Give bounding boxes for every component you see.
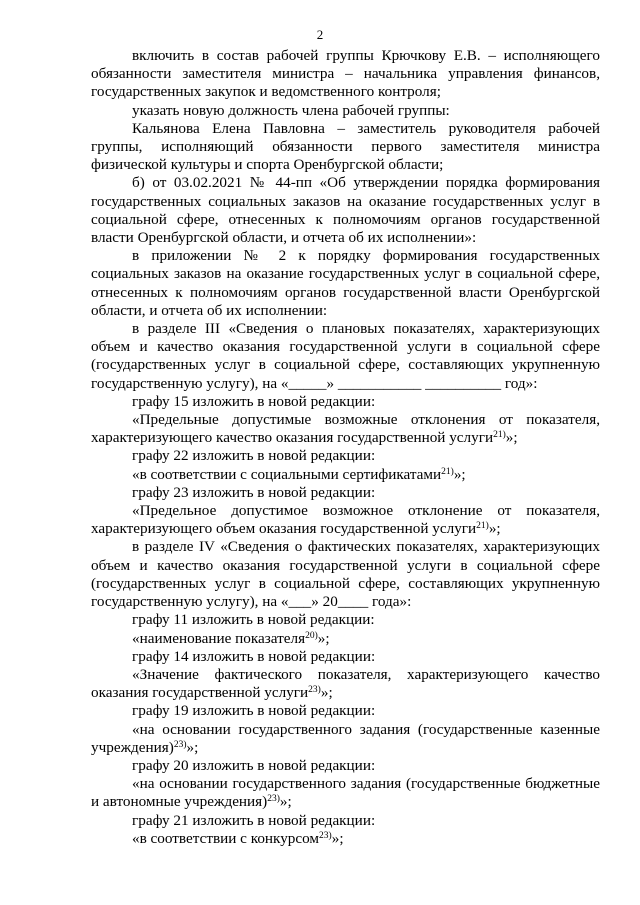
closing-punctuation: »;: [453, 465, 466, 483]
paragraph: [91, 721, 600, 757]
paragraph-text: в приложении № 2 к порядку формирования государственных социальных заказов на оказание государственных услуг в социальной сфере, отнесенных к полномочиям органов государственной власти Оренбургской области, и отчета об их исполнении:: [91, 247, 600, 319]
paragraph-text: указать новую должность члена рабочей группы:: [132, 101, 450, 119]
closing-punctuation: »;: [317, 629, 330, 647]
paragraph-text: «наименование показателя: [132, 629, 306, 647]
paragraph: [91, 102, 600, 120]
paragraph-text: графу 23 изложить в новой редакции:: [132, 483, 376, 501]
paragraph-text: графу 19 изложить в новой редакции:: [132, 702, 376, 720]
footnote-reference: 21): [476, 521, 489, 532]
paragraph: [91, 538, 600, 611]
paragraph: [91, 630, 600, 648]
paragraph: [91, 247, 600, 320]
paragraph-text: б) от 03.02.2021 № 44-пп «Об утверждении порядка формирования государственных социальных заказов на оказание государственных услуг в социальной сфере, отнесенных к полномочиям органов государственной власти Оренбургской области, и отчета об их исполнении»:: [91, 174, 600, 247]
paragraph-text: «Предельные допустимые возможные отклонения от показателя, характеризующего качество оказания государственной услуги: [91, 411, 600, 447]
closing-punctuation: »;: [186, 738, 199, 756]
paragraph: [91, 393, 600, 411]
paragraph: [91, 120, 600, 175]
closing-punctuation: »;: [320, 684, 333, 702]
paragraph-text: графу 15 изложить в новой редакции:: [132, 392, 376, 410]
paragraph-text: «Предельное допустимое возможное отклонение от показателя, характеризующего объем оказания государственной услуги: [91, 502, 600, 538]
paragraph-text: «на основании государственного задания (государственные бюджетные и автономные учреждения): [91, 775, 600, 811]
paragraph: [91, 484, 600, 502]
paragraph: [91, 666, 600, 702]
paragraph-text: графу 11 изложить в новой редакции:: [132, 611, 375, 629]
paragraph-text: включить в состав рабочей группы Крючкову Е.В. – исполняющего обязанности заместителя министра – начальника управления финансов, государственных закупок и ведомственного контроля;: [91, 47, 600, 101]
paragraph-text: графу 14 изложить в новой редакции:: [132, 647, 376, 665]
paragraph: [91, 174, 600, 247]
page-number: 2: [316, 27, 324, 42]
paragraph-text: графу 21 изложить в новой редакции:: [132, 811, 376, 829]
footnote-reference: 21): [441, 466, 454, 477]
closing-punctuation: »;: [488, 520, 501, 538]
paragraph: [91, 702, 600, 720]
paragraph: [91, 502, 600, 538]
paragraph: [91, 757, 600, 775]
document-body: [91, 47, 600, 848]
paragraph-text: «на основании государственного задания (государственные казенные учреждения): [91, 720, 600, 756]
paragraph-text: «в соответствии с социальными сертификатами: [132, 465, 442, 483]
closing-punctuation: »;: [279, 793, 292, 811]
paragraph: [91, 812, 600, 830]
paragraph: [91, 830, 600, 848]
paragraph-text: «Значение фактического показателя, характеризующего качество оказания государственной услуги: [91, 665, 600, 702]
paragraph-text: в разделе IV «Сведения о фактических показателях, характеризующих объем и качество оказания государственной услуги в социальной сфере (государственных услуг в социальной сфере, составляющих укрупненную государственную услугу), на «___» 20____ года»:: [91, 538, 600, 611]
paragraph: [91, 466, 600, 484]
footnote-reference: 23): [308, 685, 321, 696]
paragraph: [91, 320, 600, 393]
footnote-reference: 20): [305, 630, 318, 641]
footnote-reference: 23): [267, 794, 280, 805]
paragraph-text: «в соответствии с конкурсом: [132, 829, 320, 847]
footnote-reference: 23): [173, 739, 187, 750]
paragraph-text: Кальянова Елена Павловна – заместитель руководителя рабочей группы, исполняющий обязанности первого заместителя министра физической культуры и спорта Оренбургской области;: [91, 119, 600, 174]
paragraph-text: графу 22 изложить в новой редакции:: [132, 447, 376, 465]
footnote-reference: 21): [493, 430, 506, 441]
paragraph-text: в разделе III «Сведения о плановых показателях, характеризующих объем и качество оказания государственной услуги в социальной сфере (государственных услуг в социальной сфере, составляющих укрупненную государственную услугу), на «_____» ___________ __________ год»:: [91, 320, 600, 392]
closing-punctuation: »;: [331, 829, 344, 847]
paragraph: [91, 648, 600, 666]
paragraph: [91, 775, 600, 811]
paragraph: [91, 447, 600, 465]
paragraph: [91, 611, 600, 629]
paragraph-text: графу 20 изложить в новой редакции:: [132, 756, 376, 774]
paragraph: [91, 411, 600, 447]
closing-punctuation: »;: [505, 429, 518, 447]
paragraph: [91, 47, 600, 102]
footnote-reference: 23): [319, 830, 332, 841]
